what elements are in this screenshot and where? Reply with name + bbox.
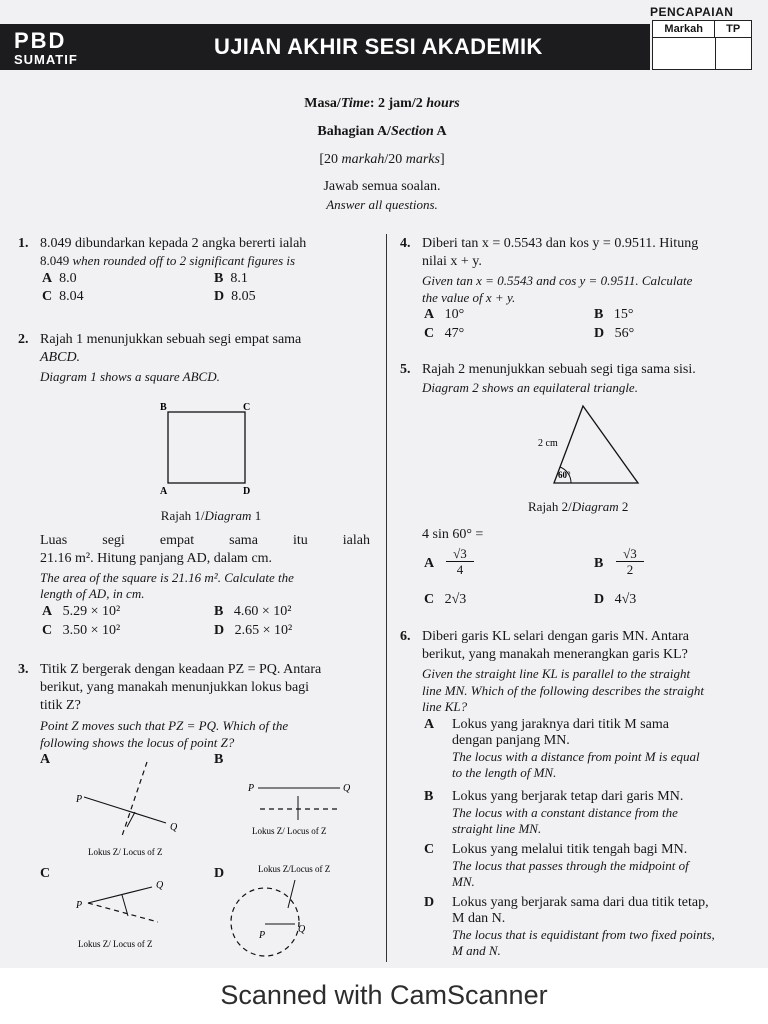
q5-number: 5. [400, 362, 411, 377]
q4-option-a[interactable]: A 10° [424, 307, 465, 322]
vertex-c: C [243, 402, 251, 413]
q2-text-ms-3: Luas segi empat sama itu ialah [40, 533, 370, 548]
q4-text-en: Given tan x = 0.5543 and cos y = 0.9511. Calculate [422, 273, 693, 288]
q3-text-en-2: following shows the locus of point Z? [40, 735, 235, 750]
q3-text-ms-2: berikut, yang manakah menunjukkan lokus bagi [40, 680, 310, 695]
camscanner-watermark: Scanned with CamScanner [220, 980, 548, 1010]
q6-text-ms-2: berikut, yang manakah menerangkan garis KL? [422, 647, 688, 662]
q2-text-en-2: The area of the square is 21.16 m². Calculate the [40, 570, 294, 585]
instruction-en: Answer all questions. [326, 197, 438, 212]
side-label: 2 cm [538, 438, 558, 449]
q3-text-ms: Titik Z bergerak dengan keadaan PZ = PQ. Antara [40, 662, 322, 677]
q4-number: 4. [400, 236, 411, 251]
locus-diagram-d [231, 864, 330, 956]
q6-option-b[interactable] [452, 789, 752, 837]
marks-info: [20 markah/20 marks] [319, 152, 445, 167]
markah-header: Markah [653, 21, 715, 37]
diagram-1-caption: Rajah 1/Diagram 1 [160, 508, 262, 523]
section-info: Bahagian A/Section A [317, 124, 447, 139]
q2-option-d[interactable]: D 2.65 × 10² [214, 623, 293, 638]
sumatif-label: SUMATIF [14, 52, 78, 67]
time-info: Masa/Time: 2 jam/2 hours [304, 96, 460, 111]
q6-a-en-2: to the length of MN. [452, 765, 557, 780]
point-p-b: P [248, 783, 255, 794]
q2-option-b[interactable]: B 4.60 × 10² [214, 604, 292, 619]
locus-diagram-a [75, 762, 178, 857]
locus-label-c: Lokus Z/ Locus of Z [78, 939, 153, 949]
q3-option-c[interactable]: C [40, 866, 51, 881]
q1-number: 1. [18, 236, 29, 251]
q6-text-en-3: line KL? [422, 699, 468, 714]
point-q-a: Q [170, 822, 178, 833]
diagram-2-caption: Rajah 2/Diagram 2 [528, 499, 629, 514]
q6-option-a[interactable] [452, 717, 752, 781]
q6-option-b-label[interactable]: B [424, 789, 434, 804]
q6-option-c-label[interactable]: C [424, 842, 435, 857]
q6-a-ms-2: dengan panjang MN. [452, 733, 570, 748]
q6-option-d-label[interactable]: D [424, 895, 435, 910]
q6-c-en-2: MN. [452, 874, 475, 889]
q3-locus-diagrams [40, 760, 384, 960]
vertex-d: D [243, 486, 251, 496]
q6-d-en-2: M and N. [452, 943, 501, 958]
pbd-logo: PBD [14, 28, 67, 53]
q6-a-en: The locus with a distance from point M is equal [452, 749, 700, 764]
locus-diagram-c [75, 880, 164, 949]
q3-option-d[interactable]: D [214, 866, 225, 881]
exam-title: UJIAN AKHIR SESI AKADEMIK [214, 34, 543, 59]
point-q-c: Q [156, 880, 164, 891]
q4-text-ms-2: nilai x + y. [422, 254, 482, 269]
q4-text-en-2: the value of x + y. [422, 290, 516, 305]
q1-option-a[interactable]: A 8.0 [42, 271, 77, 286]
pencapaian-label: PENCAPAIAN [650, 5, 734, 19]
q2-text-ms: Rajah 1 menunjukkan sebuah segi empat sama [40, 332, 302, 347]
q5-a-numerator: √3 [446, 546, 474, 562]
q5-b-numerator: √3 [616, 546, 644, 562]
q5-option-b-label[interactable]: B [594, 556, 604, 571]
q5-option-a[interactable] [446, 546, 474, 577]
q6-option-d[interactable] [452, 895, 758, 959]
point-q-b: Q [343, 783, 351, 794]
q6-text-en: Given the straight line KL is parallel to the straight [422, 666, 691, 681]
q6-c-ms: Lokus yang melalui titik tengah bagi MN. [452, 842, 688, 857]
point-p-a: P [76, 794, 83, 805]
q2-option-c[interactable]: C 3.50 × 10² [42, 623, 121, 638]
q5-option-a-label[interactable]: A [424, 556, 435, 571]
q3-option-b[interactable]: B [214, 752, 224, 767]
square-abcd [168, 412, 245, 483]
q5-option-d[interactable]: D 4√3 [594, 592, 637, 607]
point-q-d: Q [298, 924, 306, 935]
point-p-d: P [259, 930, 266, 941]
q5-text-ms: Rajah 2 menunjukkan sebuah segi tiga sama sisi. [422, 362, 696, 377]
q5-text-en: Diagram 2 shows an equilateral triangle. [422, 380, 638, 395]
q6-number: 6. [400, 629, 411, 644]
q6-d-en: The locus that is equidistant from two fixed points, [452, 927, 715, 942]
q2-number: 2. [18, 332, 29, 347]
q2-text-en-3: length of AD, in cm. [40, 586, 145, 601]
q2-text-ms-4: 21.16 m². Hitung panjang AD, dalam cm. [40, 551, 273, 566]
q5-b-denominator: 2 [626, 562, 634, 577]
q3-option-a[interactable]: A [40, 752, 51, 767]
locus-label-d: Lokus Z/Locus of Z [258, 864, 331, 874]
q2-text-ms-2: ABCD. [40, 350, 81, 365]
q1-text-ms: 8.049 dibundarkan kepada 2 angka bererti ialah [40, 236, 307, 251]
locus-label-a: Lokus Z/ Locus of Z [88, 847, 163, 857]
q5-expression: 4 sin 60° = [422, 527, 484, 542]
q6-text-en-2: line MN. Which of the following describes the straight [422, 683, 705, 698]
diagram-1-square [155, 396, 265, 496]
q6-b-en-2: straight line MN. [452, 821, 542, 836]
q6-d-ms-2: M dan N. [452, 911, 506, 926]
vertex-b: B [160, 402, 167, 413]
column-divider [386, 234, 387, 962]
q1-text-en: 8.049 when rounded off to 2 significant figures is [40, 253, 296, 268]
q1-option-c[interactable]: C 8.04 [42, 289, 84, 304]
q6-b-ms: Lokus yang berjarak tetap dari garis MN. [452, 789, 684, 804]
q2-text-en: Diagram 1 shows a square ABCD. [40, 369, 220, 384]
point-p-c: P [76, 900, 83, 911]
instruction-ms: Jawab semua soalan. [323, 179, 441, 194]
q3-text-en: Point Z moves such that PZ = PQ. Which of the [40, 718, 289, 733]
q6-option-a-label[interactable]: A [424, 717, 435, 732]
q6-a-ms: Lokus yang jaraknya dari titik M sama [452, 717, 669, 732]
vertex-a: A [160, 486, 168, 496]
q6-text-ms: Diberi garis KL selari dengan garis MN. Antara [422, 629, 689, 644]
q6-b-en: The locus with a constant distance from the [452, 805, 678, 820]
q6-c-en: The locus that passes through the midpoint of [452, 858, 689, 873]
q3-text-ms-3: titik Z? [40, 698, 81, 713]
q3-number: 3. [18, 662, 29, 677]
q2-option-a[interactable]: A 5.29 × 10² [42, 604, 121, 619]
q5-option-b[interactable] [616, 546, 644, 577]
q6-option-c[interactable] [452, 842, 752, 890]
locus-diagram-b [247, 783, 351, 836]
q1-option-b[interactable]: B 8.1 [214, 271, 248, 286]
marks-box [652, 20, 752, 70]
q4-text-ms: Diberi tan x = 0.5543 dan kos y = 0.9511. Hitung [422, 236, 699, 251]
locus-label-b: Lokus Z/ Locus of Z [252, 826, 327, 836]
q4-option-c[interactable]: C 47° [424, 326, 465, 341]
q5-option-c[interactable]: C 2√3 [424, 592, 467, 607]
q1-option-d[interactable]: D 8.05 [214, 289, 256, 304]
q6-d-ms: Lokus yang berjarak sama dari dua titik tetap, [452, 895, 709, 910]
diagram-2-triangle [530, 398, 650, 494]
tp-header: TP [726, 23, 741, 35]
q4-option-b[interactable]: B 15° [594, 307, 634, 322]
q4-option-d[interactable]: D 56° [594, 326, 635, 341]
q5-a-denominator: 4 [456, 562, 464, 577]
angle-label: 60° [558, 470, 571, 480]
